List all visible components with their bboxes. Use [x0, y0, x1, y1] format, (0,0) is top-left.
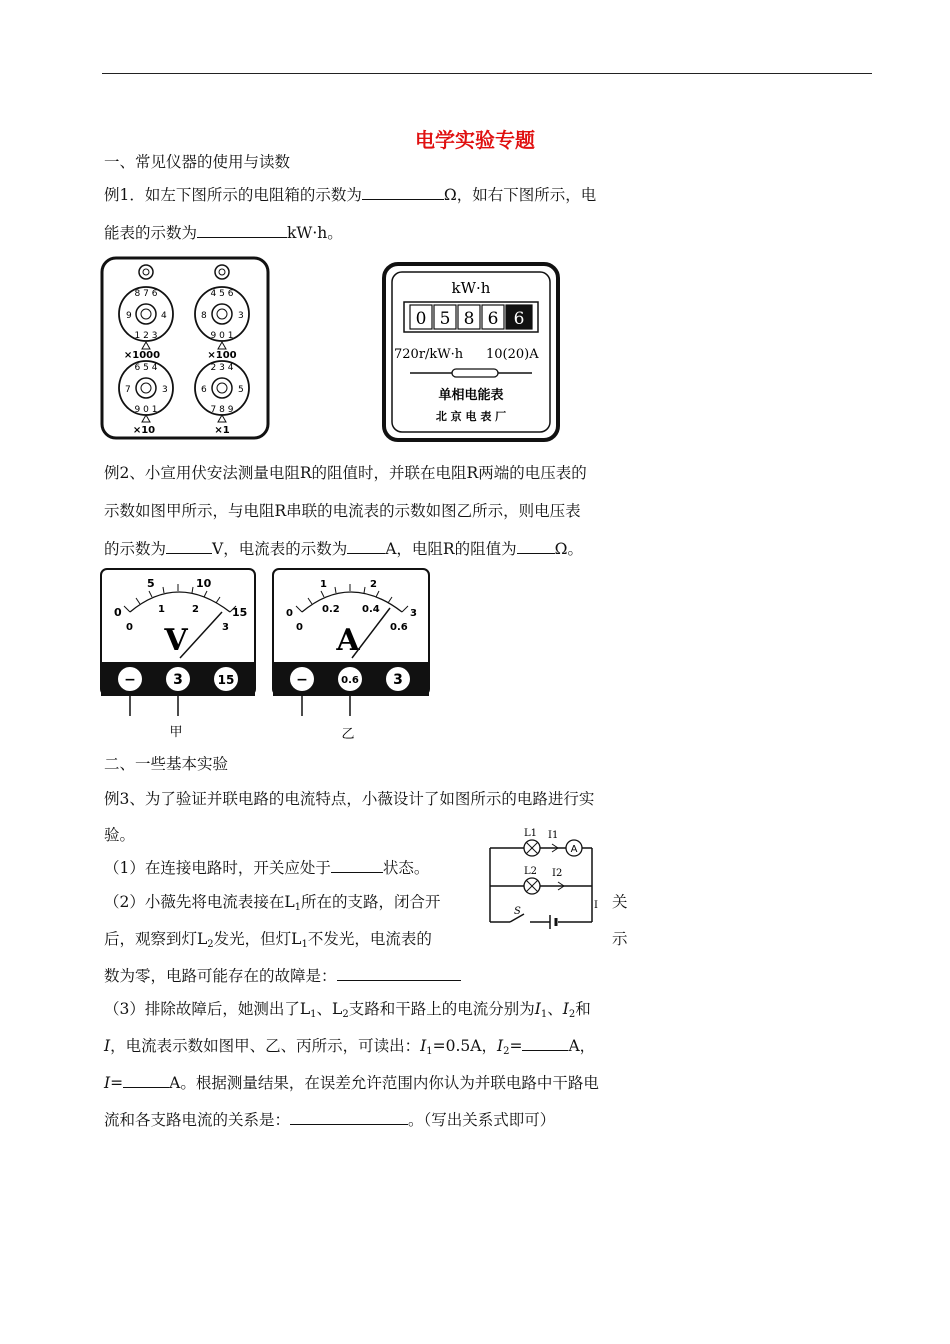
svg-text:5: 5 [439, 309, 451, 329]
ex3-q2-line2: 后，观察到灯$L_2$发光，但灯$L_1$不发光，电流表的 [104, 930, 432, 950]
svg-text:乙: 乙 [341, 727, 355, 742]
ex3-q3-line3: I= A。根据测量结果，在误差允许范围内你认为并联电路中干路电 [104, 1074, 599, 1092]
ex1-line2: 能表的示数为 kW·h。 [104, 224, 343, 242]
ex3-q3-line4: 流和各支路电流的关系是： 。（写出关系式即可） [104, 1111, 556, 1129]
ex3-q2-tail2: 示 [612, 930, 628, 948]
svg-text:3: 3 [393, 672, 403, 688]
svg-text:S: S [514, 906, 521, 917]
ex2-line1: 例2、小宣用伏安法测量电阻R的阻值时，并联在电阻R两端的电压表的 [104, 464, 587, 482]
svg-text:kW·h: kW·h [451, 279, 491, 297]
lamp-L2 [524, 878, 540, 894]
voltmeter-figure [100, 568, 258, 744]
energy-meter-figure [382, 262, 560, 442]
meter-digits [410, 305, 532, 329]
svg-text:15: 15 [232, 606, 248, 619]
circuit-diagram [484, 826, 610, 934]
section2-heading: 二、一些基本实验 [104, 755, 229, 773]
svg-text:0: 0 [126, 622, 133, 633]
svg-text:3: 3 [173, 672, 183, 688]
svg-text:7 8 9: 7 8 9 [210, 405, 234, 415]
svg-text:9 0 1: 9 0 1 [210, 331, 234, 341]
svg-text:10: 10 [196, 577, 212, 590]
section1-heading: 一、常见仪器的使用与读数 [104, 153, 291, 171]
svg-text:5: 5 [147, 577, 155, 590]
svg-text:15: 15 [217, 673, 235, 687]
svg-text:8: 8 [201, 311, 207, 321]
ex3-q2-line1: （2）小薇先将电流表接在$L_1$所在的支路，闭合开 [104, 893, 441, 913]
svg-text:I1: I1 [548, 830, 559, 841]
svg-text:4: 4 [161, 311, 167, 321]
page-title: 电学实验专题 [415, 128, 535, 152]
svg-text:2 3 4: 2 3 4 [210, 363, 234, 373]
ex3-line1: 例3、为了验证并联电路的电流特点，小薇设计了如图所示的电路进行实 [104, 790, 595, 808]
svg-text:0.6: 0.6 [390, 622, 408, 633]
header-rule [102, 73, 872, 74]
svg-text:L2: L2 [524, 866, 538, 877]
svg-text:单相电能表: 单相电能表 [438, 388, 504, 403]
svg-text:1: 1 [158, 604, 165, 615]
svg-text:4 5 6: 4 5 6 [210, 289, 234, 299]
svg-text:−: − [296, 672, 308, 688]
svg-text:3: 3 [410, 608, 417, 619]
ex1-line1: 例1．如左下图所示的电阻箱的示数为 Ω，如右下图所示，电 [104, 186, 597, 204]
svg-text:北 京 电 表 厂: 北 京 电 表 厂 [435, 410, 507, 423]
svg-text:0.6: 0.6 [341, 675, 359, 686]
svg-text:8 7 6: 8 7 6 [134, 289, 158, 299]
svg-text:0: 0 [114, 606, 122, 619]
svg-text:3: 3 [238, 311, 244, 321]
svg-text:0: 0 [296, 622, 303, 633]
svg-text:9: 9 [126, 311, 132, 321]
svg-text:3: 3 [162, 385, 168, 395]
svg-text:V: V [164, 623, 188, 658]
svg-text:0.2: 0.2 [322, 604, 340, 615]
svg-text:7: 7 [125, 385, 131, 395]
svg-text:−: − [124, 672, 136, 688]
ex3-q3-line2: I，电流表示数如图甲、乙、丙所示，可读出：$I_1=0.5A$，$I_2= A$， [104, 1037, 596, 1057]
svg-text:5: 5 [238, 385, 244, 395]
svg-text:×100: ×100 [207, 350, 237, 361]
svg-text:6: 6 [201, 385, 207, 395]
svg-text:6: 6 [513, 309, 525, 329]
resistance-box-figure [100, 256, 272, 442]
ammeter-figure [272, 568, 432, 744]
svg-text:1 2 3: 1 2 3 [134, 331, 158, 341]
svg-text:10(20)A: 10(20)A [486, 347, 539, 362]
svg-text:2: 2 [370, 579, 377, 590]
svg-text:8: 8 [463, 309, 475, 329]
svg-text:A: A [336, 623, 360, 658]
svg-text:I: I [594, 900, 598, 911]
svg-text:6 5 4: 6 5 4 [134, 363, 158, 373]
svg-text:720r/kW·h: 720r/kW·h [394, 347, 464, 362]
svg-text:×1: ×1 [214, 425, 230, 436]
svg-text:3: 3 [222, 622, 229, 633]
svg-text:L1: L1 [524, 828, 538, 839]
ex2-line2: 示数如图甲所示，与电阻R串联的电流表的示数如图乙所示，则电压表 [104, 502, 581, 520]
ex3-q1: （1）在连接电路时，开关应处于 状态。 [104, 859, 430, 877]
svg-text:×10: ×10 [132, 425, 156, 436]
svg-text:A: A [570, 844, 578, 855]
svg-text:9 0 1: 9 0 1 [134, 405, 158, 415]
svg-text:6: 6 [487, 309, 499, 329]
svg-text:2: 2 [192, 604, 199, 615]
svg-text:0: 0 [415, 309, 427, 329]
ex3-line2: 验。 [104, 826, 136, 844]
lamp-L1 [524, 840, 540, 856]
ex2-line3: 的示数为 V，电流表的示数为 A，电阻R的阻值为 Ω。 [104, 540, 583, 558]
svg-text:I2: I2 [552, 868, 563, 879]
svg-text:1: 1 [320, 579, 327, 590]
ex3-q2-tail1: 关 [612, 893, 628, 911]
ex3-q2-line3: 数为零，电路可能存在的故障是： [104, 966, 461, 986]
svg-text:甲: 甲 [169, 725, 183, 740]
svg-text:×1000: ×1000 [123, 350, 161, 361]
svg-text:0: 0 [286, 608, 293, 619]
svg-text:0.4: 0.4 [362, 604, 380, 615]
ex3-q3-line1: （3）排除故障后，她测出了$L_1$、$L_2$支路和干路上的电流分别为$I_1$、$I_2$和 [104, 1000, 591, 1020]
